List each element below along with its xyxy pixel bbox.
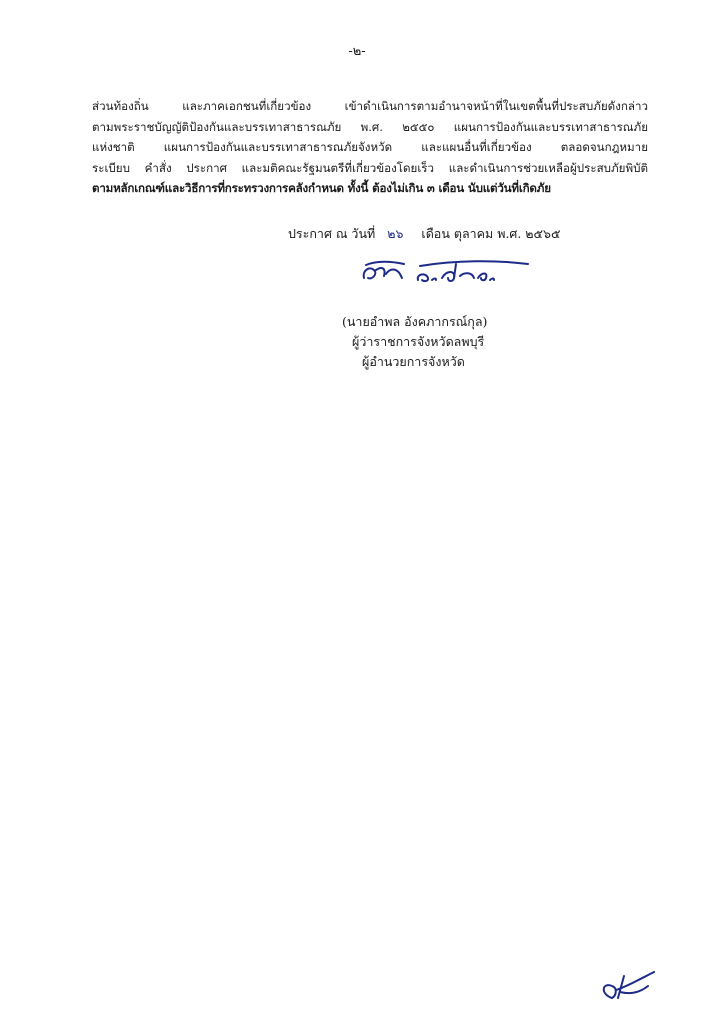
- body-paragraph: [92, 96, 648, 199]
- signatory-title: ผู้ว่าราชการจังหวัดลพบุรี: [352, 334, 485, 349]
- body-line: ส่วนท้องถิ่น และภาคเอกชนที่เกี่ยวข้อง เข้าดำเนินการตามอำนาจหน้าที่ในเขตพื้นที่ประสบภัยดังกล่าว: [92, 99, 648, 113]
- body-line: ระเบียบ คำสั่ง ประกาศ และมติคณะรัฐมนตรีที่เกี่ยวข้องโดยเร็ว และดำเนินการช่วยเหลือผู้ประสบภัยพิบัติ: [92, 160, 648, 175]
- date-month-year: เดือน ตุลาคม พ.ศ. ๒๕๖๕: [421, 226, 561, 241]
- body-line: ตามหลักเกณฑ์และวิธีการที่กระทรวงการคลังกำหนด ทั้งนี้ ต้องไม่เกิน ๓ เดือน นับแต่วันที่เกิดภัย: [92, 181, 551, 195]
- date-prefix: ประกาศ ณ วันที่: [288, 226, 376, 241]
- body-line: แห่งชาติ แผนการป้องกันและบรรเทาสาธารณภัยจังหวัด และแผนอื่นที่เกี่ยวข้อง ตลอดจนกฎหมาย: [92, 140, 648, 154]
- page-number: -๒-: [348, 44, 366, 59]
- body-line: ตามพระราชบัญญัติป้องกันและบรรเทาสาธารณภัย พ.ศ. ๒๕๕๐ แผนการป้องกันและบรรเทาสาธารณภัย: [92, 119, 648, 134]
- initials-mark: [598, 968, 658, 1004]
- handwritten-signature: [356, 256, 536, 290]
- signatory-role: ผู้อำนวยการจังหวัด: [362, 354, 465, 369]
- signatory-name: (นายอำพล อังคภากรณ์กุล): [342, 314, 488, 329]
- date-day: ๒๖: [387, 226, 404, 241]
- announcement-date: [288, 224, 560, 244]
